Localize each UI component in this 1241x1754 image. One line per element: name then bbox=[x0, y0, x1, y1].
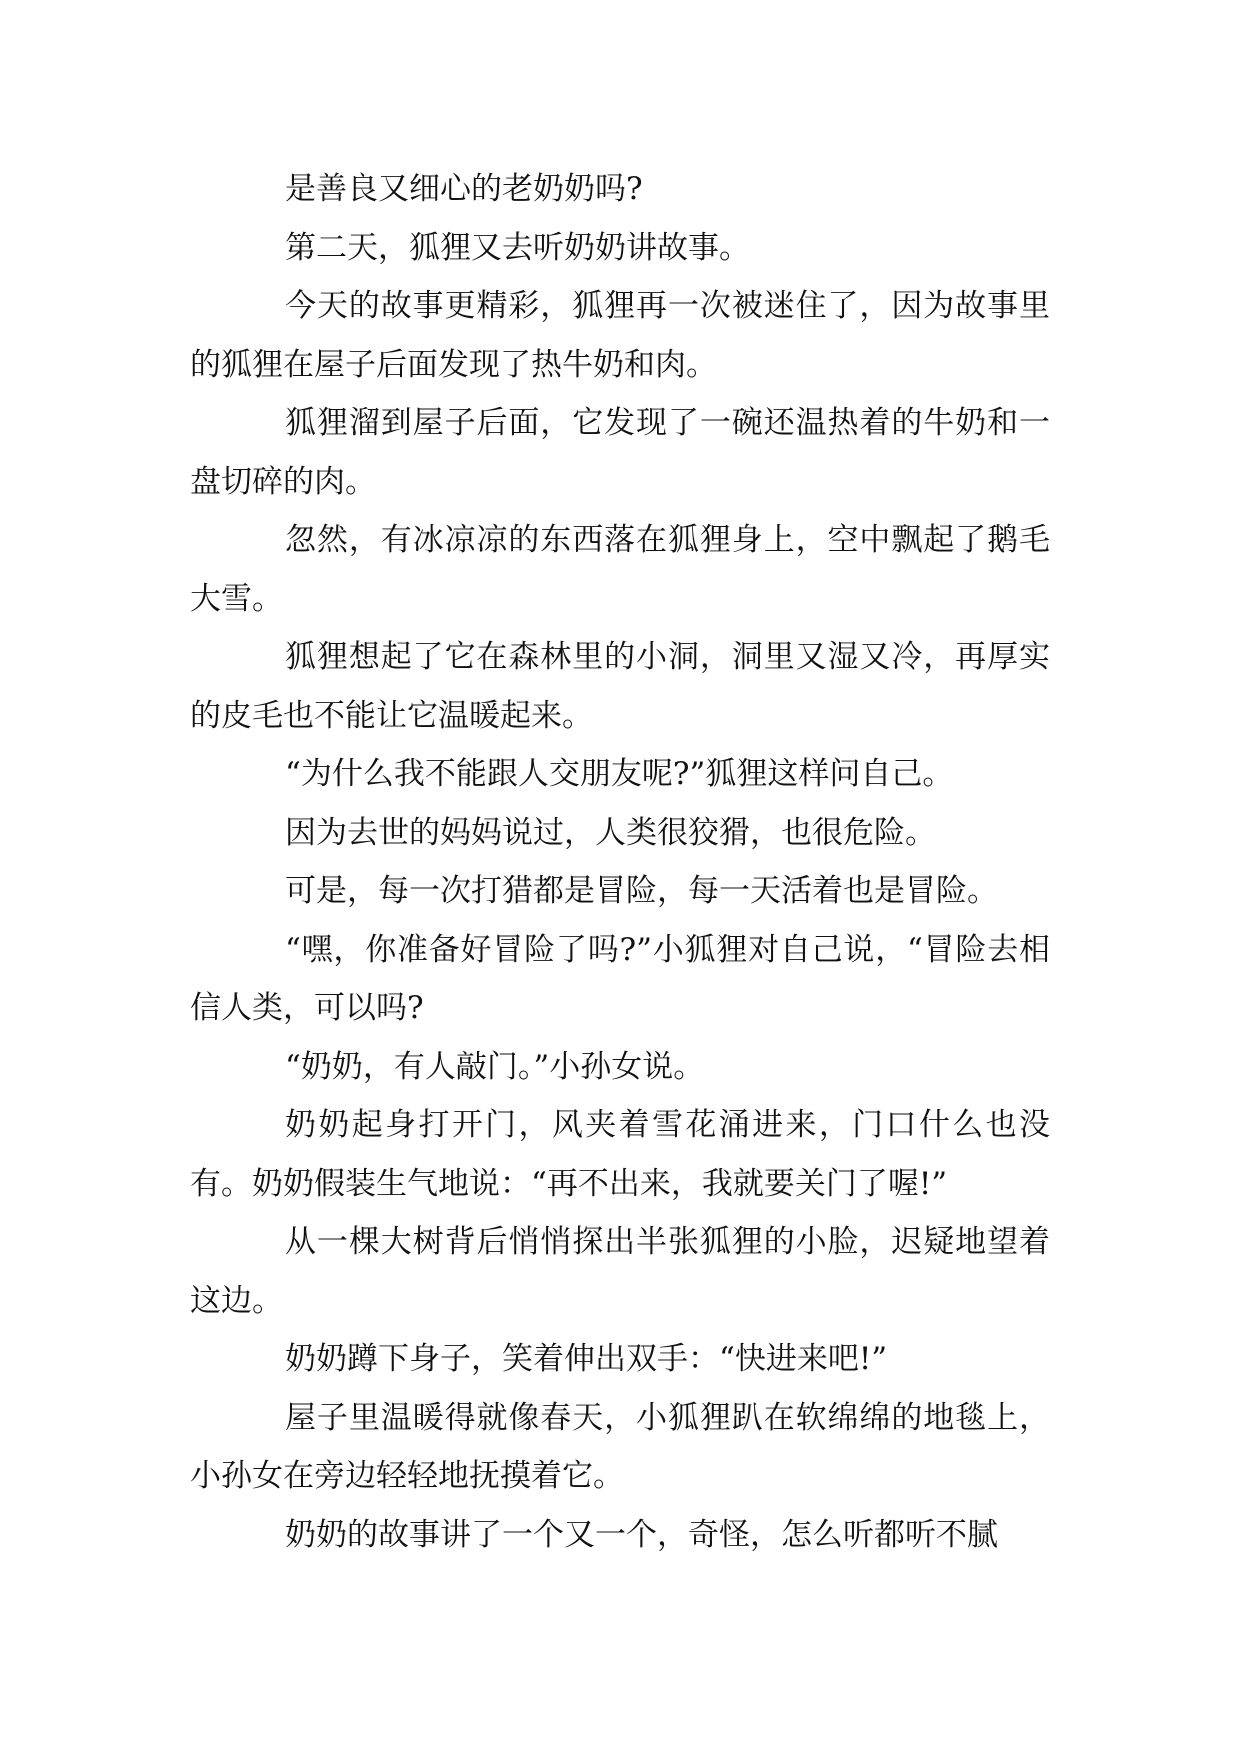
paragraph: 从一棵大树背后悄悄探出半张狐狸的小脸，迟疑地望着这边。 bbox=[190, 1224, 1050, 1319]
paragraph: 第二天，狐狸又去听奶奶讲故事。 bbox=[285, 229, 750, 266]
paragraph: 是善良又细心的老奶奶吗? bbox=[285, 171, 643, 207]
paragraph: “为什么我不能跟人交朋友呢?”狐狸这样问自己。 bbox=[285, 756, 954, 792]
paragraph: 屋子里温暖得就像春天，小狐狸趴在软绵绵的地毯上，小孙女在旁边轻轻地抚摸着它。 bbox=[190, 1399, 1050, 1494]
story-text-body bbox=[190, 160, 1050, 1564]
paragraph: 今天的故事更精彩，狐狸再一次被迷住了，因为故事里的狐狸在屋子后面发现了热牛奶和肉。 bbox=[190, 288, 1050, 383]
paragraph: 奶奶起身打开门，风夹着雪花涌进来，门口什么也没有。奶奶假装生气地说：“再不出来，我就要关门了喔!” bbox=[190, 1107, 1050, 1202]
paragraph: 可是，每一次打猎都是冒险，每一天活着也是冒险。 bbox=[285, 873, 998, 909]
paragraph: 狐狸溜到屋子后面，它发现了一碗还温热着的牛奶和一盘切碎的肉。 bbox=[190, 405, 1050, 500]
paragraph: 忽然，有冰凉凉的东西落在狐狸身上，空中飘起了鹅毛大雪。 bbox=[190, 522, 1050, 617]
paragraph: “嘿，你准备好冒险了吗?”小狐狸对自己说，“冒险去相信人类，可以吗? bbox=[190, 931, 1050, 1026]
paragraph: 因为去世的妈妈说过，人类很狡猾，也很危险。 bbox=[285, 814, 936, 851]
paragraph: 狐狸想起了它在森林里的小洞，洞里又湿又冷，再厚实的皮毛也不能让它温暖起来。 bbox=[190, 639, 1050, 734]
paragraph: 奶奶的故事讲了一个又一个，奇怪，怎么听都听不腻 bbox=[285, 1516, 998, 1553]
paragraph: “奶奶，有人敲门。”小孙女说。 bbox=[285, 1048, 705, 1085]
paragraph: 奶奶蹲下身子，笑着伸出双手：“快进来吧!” bbox=[285, 1341, 888, 1377]
